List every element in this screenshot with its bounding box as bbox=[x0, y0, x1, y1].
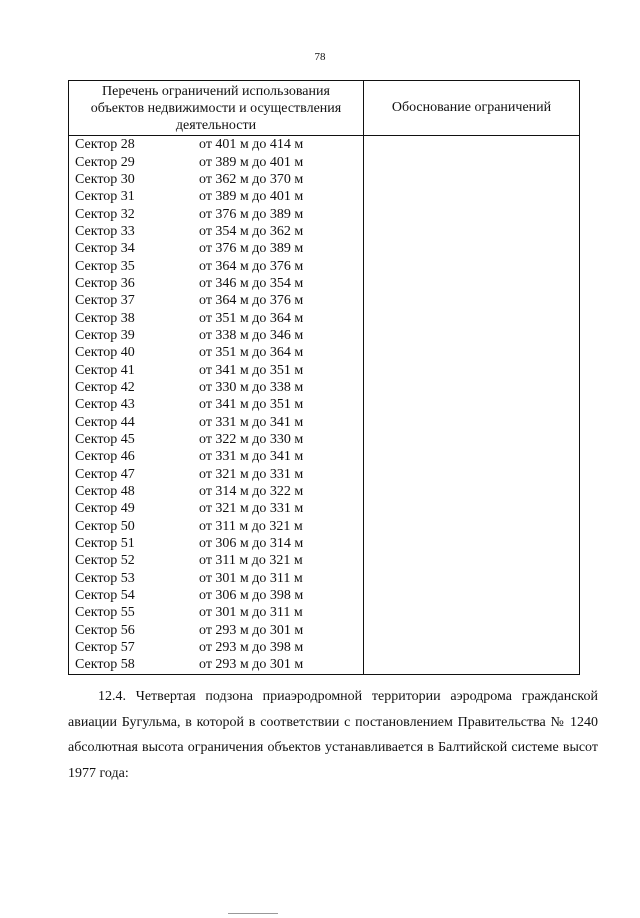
basis-cell bbox=[364, 136, 580, 154]
basis-cell bbox=[364, 257, 580, 274]
basis-cell bbox=[364, 171, 580, 188]
basis-cell bbox=[364, 431, 580, 448]
basis-cell bbox=[364, 240, 580, 257]
sector-name: Сектор 36 bbox=[75, 275, 135, 291]
sector-name: Сектор 49 bbox=[75, 501, 135, 517]
restriction-cell bbox=[69, 153, 364, 170]
header-line: объектов недвижимости и осуществления bbox=[90, 100, 342, 116]
restriction-cell bbox=[69, 639, 364, 656]
height-range: от 306 м до 398 м bbox=[199, 588, 304, 604]
height-range: от 364 м до 376 м bbox=[199, 258, 304, 274]
height-range: от 293 м до 301 м bbox=[199, 622, 304, 638]
sector-name: Сектор 44 bbox=[75, 414, 135, 430]
sector-name: Сектор 33 bbox=[75, 223, 135, 239]
basis-cell bbox=[364, 587, 580, 604]
basis-cell bbox=[364, 535, 580, 552]
restriction-cell bbox=[69, 396, 364, 413]
sector-name: Сектор 51 bbox=[75, 536, 135, 552]
header-line: Перечень ограничений использования bbox=[102, 83, 330, 99]
sector-name: Сектор 42 bbox=[75, 379, 135, 395]
header-restrictions-list bbox=[69, 81, 364, 136]
table-row bbox=[69, 552, 580, 569]
sector-name: Сектор 45 bbox=[75, 432, 135, 448]
restriction-cell bbox=[69, 535, 364, 552]
basis-cell bbox=[364, 448, 580, 465]
basis-cell bbox=[364, 379, 580, 396]
restriction-cell bbox=[69, 431, 364, 448]
restriction-cell bbox=[69, 518, 364, 535]
restriction-cell bbox=[69, 570, 364, 587]
restriction-cell bbox=[69, 292, 364, 309]
restriction-cell bbox=[69, 414, 364, 431]
height-range: от 331 м до 341 м bbox=[199, 414, 304, 430]
table-row bbox=[69, 604, 580, 621]
table-row bbox=[69, 292, 580, 309]
height-range: от 338 м до 346 м bbox=[199, 327, 304, 343]
restriction-cell bbox=[69, 344, 364, 361]
height-range: от 401 м до 414 м bbox=[199, 137, 304, 153]
basis-cell bbox=[364, 604, 580, 621]
header-restrictions-basis: Обоснование ограничений bbox=[364, 81, 580, 136]
table-header-row bbox=[69, 81, 580, 136]
sector-name: Сектор 30 bbox=[75, 171, 135, 187]
basis-cell bbox=[364, 500, 580, 517]
height-range: от 389 м до 401 м bbox=[199, 154, 304, 170]
restriction-cell bbox=[69, 171, 364, 188]
height-range: от 311 м до 321 м bbox=[199, 553, 303, 569]
restriction-cell bbox=[69, 361, 364, 378]
height-range: от 346 м до 354 м bbox=[199, 275, 304, 291]
basis-cell bbox=[364, 188, 580, 205]
page-number: 78 bbox=[314, 51, 326, 63]
restriction-cell bbox=[69, 379, 364, 396]
table-row bbox=[69, 622, 580, 639]
sector-name: Сектор 34 bbox=[75, 241, 135, 257]
basis-cell bbox=[364, 483, 580, 500]
table-row bbox=[69, 379, 580, 396]
basis-cell bbox=[364, 396, 580, 413]
sector-name: Сектор 47 bbox=[75, 466, 135, 482]
restriction-cell bbox=[69, 309, 364, 326]
basis-cell bbox=[364, 466, 580, 483]
sector-name: Сектор 38 bbox=[75, 310, 135, 326]
scan-artifact-line bbox=[228, 913, 278, 914]
sector-name: Сектор 39 bbox=[75, 327, 135, 343]
basis-cell bbox=[364, 622, 580, 639]
table-row bbox=[69, 466, 580, 483]
height-range: от 321 м до 331 м bbox=[199, 466, 304, 482]
sector-name: Сектор 41 bbox=[75, 362, 135, 378]
table-row bbox=[69, 414, 580, 431]
height-range: от 322 м до 330 м bbox=[199, 432, 304, 448]
table-row bbox=[69, 431, 580, 448]
basis-cell bbox=[364, 344, 580, 361]
table-row bbox=[69, 518, 580, 535]
restriction-cell bbox=[69, 500, 364, 517]
table-row bbox=[69, 327, 580, 344]
table-row bbox=[69, 153, 580, 170]
table-row bbox=[69, 535, 580, 552]
restriction-cell bbox=[69, 240, 364, 257]
height-range: от 314 м до 322 м bbox=[199, 484, 304, 500]
basis-cell bbox=[364, 639, 580, 656]
sector-name: Сектор 28 bbox=[75, 137, 135, 153]
table-row bbox=[69, 396, 580, 413]
table-row bbox=[69, 448, 580, 465]
height-range: от 341 м до 351 м bbox=[199, 362, 304, 378]
height-range: от 362 м до 370 м bbox=[199, 171, 304, 187]
sector-name: Сектор 40 bbox=[75, 345, 135, 361]
basis-cell bbox=[364, 205, 580, 222]
restriction-cell bbox=[69, 552, 364, 569]
height-range: от 293 м до 398 м bbox=[199, 640, 304, 656]
table-row bbox=[69, 223, 580, 240]
restriction-cell bbox=[69, 223, 364, 240]
height-range: от 389 м до 401 м bbox=[199, 189, 304, 205]
height-range: от 351 м до 364 м bbox=[199, 345, 304, 361]
restriction-cell bbox=[69, 587, 364, 604]
table-row bbox=[69, 257, 580, 274]
sector-name: Сектор 57 bbox=[75, 640, 135, 656]
section-paragraph: 12.4. Четвертая подзона приаэродромной территории аэродрома гражданской авиации Бугульма, в которой в соответствии с постановлением Правительства № 1240 абсолютная высота ограничения объектов устанавливается в Балтийской системе высот 1977 года: bbox=[68, 689, 598, 781]
sector-name: Сектор 54 bbox=[75, 588, 135, 604]
height-range: от 301 м до 311 м bbox=[199, 570, 303, 586]
sector-name: Сектор 55 bbox=[75, 605, 135, 621]
height-range: от 306 м до 314 м bbox=[199, 536, 304, 552]
sector-name: Сектор 56 bbox=[75, 622, 135, 638]
basis-cell bbox=[364, 656, 580, 674]
basis-cell bbox=[364, 414, 580, 431]
restriction-cell bbox=[69, 622, 364, 639]
table-row bbox=[69, 171, 580, 188]
sector-name: Сектор 48 bbox=[75, 484, 135, 500]
height-range: от 321 м до 331 м bbox=[199, 501, 304, 517]
height-range: от 311 м до 321 м bbox=[199, 518, 303, 534]
header-line: деятельности bbox=[175, 117, 257, 133]
table-row bbox=[69, 205, 580, 222]
sector-name: Сектор 53 bbox=[75, 570, 135, 586]
basis-cell bbox=[364, 309, 580, 326]
table-row bbox=[69, 639, 580, 656]
basis-cell bbox=[364, 552, 580, 569]
table-row bbox=[69, 275, 580, 292]
table-row bbox=[69, 656, 580, 674]
table-row bbox=[69, 344, 580, 361]
height-range: от 331 м до 341 м bbox=[199, 449, 304, 465]
sector-name: Сектор 46 bbox=[75, 449, 135, 465]
table-row bbox=[69, 587, 580, 604]
sector-name: Сектор 31 bbox=[75, 189, 135, 205]
height-range: от 354 м до 362 м bbox=[199, 223, 304, 239]
height-range: от 293 м до 301 м bbox=[199, 657, 304, 673]
basis-cell bbox=[364, 327, 580, 344]
height-range: от 376 м до 389 м bbox=[199, 206, 304, 222]
table-body bbox=[69, 136, 580, 675]
restriction-cell bbox=[69, 188, 364, 205]
basis-cell bbox=[364, 292, 580, 309]
table-row bbox=[69, 483, 580, 500]
height-range: от 351 м до 364 м bbox=[199, 310, 304, 326]
table-row bbox=[69, 309, 580, 326]
table-row bbox=[69, 136, 580, 154]
height-range: от 376 м до 389 м bbox=[199, 241, 304, 257]
basis-cell bbox=[364, 223, 580, 240]
basis-cell bbox=[364, 153, 580, 170]
table-row bbox=[69, 361, 580, 378]
basis-cell bbox=[364, 361, 580, 378]
restriction-cell bbox=[69, 604, 364, 621]
height-range: от 364 м до 376 м bbox=[199, 293, 304, 309]
restriction-cell bbox=[69, 257, 364, 274]
table-row bbox=[69, 570, 580, 587]
table-row bbox=[69, 500, 580, 517]
sector-name: Сектор 50 bbox=[75, 518, 135, 534]
sector-name: Сектор 43 bbox=[75, 397, 135, 413]
height-range: от 330 м до 338 м bbox=[199, 379, 304, 395]
restrictions-table bbox=[68, 80, 580, 675]
height-range: от 341 м до 351 м bbox=[199, 397, 304, 413]
sector-name: Сектор 58 bbox=[75, 657, 135, 673]
restriction-cell bbox=[69, 656, 364, 674]
sector-name: Сектор 52 bbox=[75, 553, 135, 569]
table-row bbox=[69, 240, 580, 257]
basis-cell bbox=[364, 518, 580, 535]
basis-cell bbox=[364, 570, 580, 587]
restriction-cell bbox=[69, 275, 364, 292]
restriction-cell bbox=[69, 466, 364, 483]
restriction-cell bbox=[69, 136, 364, 154]
basis-cell bbox=[364, 275, 580, 292]
restriction-cell bbox=[69, 327, 364, 344]
sector-name: Сектор 35 bbox=[75, 258, 135, 274]
restriction-cell bbox=[69, 205, 364, 222]
restriction-cell bbox=[69, 448, 364, 465]
table-row bbox=[69, 188, 580, 205]
sector-name: Сектор 32 bbox=[75, 206, 135, 222]
sector-name: Сектор 29 bbox=[75, 154, 135, 170]
sector-name: Сектор 37 bbox=[75, 293, 135, 309]
restriction-cell bbox=[69, 483, 364, 500]
height-range: от 301 м до 311 м bbox=[199, 605, 303, 621]
